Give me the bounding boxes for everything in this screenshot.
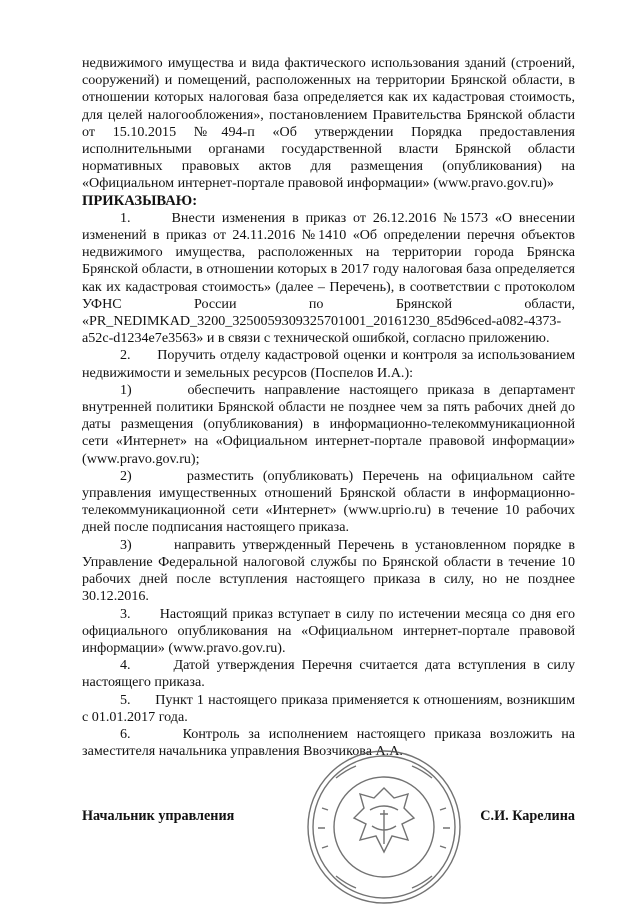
signature-name: С.И. Карелина [480,808,575,824]
signature-position: Начальник управления [82,808,235,824]
subitem-1: 1) обеспечить направление настоящего приказа в департамент внутренней политики Брянской области не позднее чем за пять рабочих дней до даты размещения (опубликования) в информационно-телекоммуникационной сети «Интернет» на «Официальном интернет-портале правовой информации» (www.pravo.gov.ru); [82,381,575,467]
document-body [82,55,575,760]
item-2: 2. Поручить отделу кадастровой оценки и контроля за использованием недвижимости и земельных ресурсов (Поспелов И.А.): [82,347,575,381]
item-3: 3. Настоящий приказ вступает в силу по истечении месяца со дня его официального опубликования на «Официальном интернет-портале правовой информации» (www.pravo.gov.ru). [82,605,575,656]
intro-paragraph: недвижимого имущества и вида фактического использования зданий (строений, сооружений) и помещений, расположенных на территории Брянской области, в отношении которых налоговая база определяется как их кадастровая стоимость, для целей налогообложения», постановлением Правительства Брянской области от 15.10.2015 №494-п «Об утверждении Порядка предоставления исполнительными органами государственной власти Брянской области нормативных правовых актов для размещения (опубликования) на «Официальном интернет-портале правовой информации» (www.pravo.gov.ru)» [82,55,575,192]
subitem-3: 3) направить утвержденный Перечень в установленном порядке в Управление Федеральной налоговой службы по Брянской области в течение 10 рабочих дней после вступления настоящего приказа в силу, но не позднее 30.12.2016. [82,536,575,605]
item-5: 5. Пункт 1 настоящего приказа применяется к отношениям, возникшим с 01.01.2017 года. [82,691,575,725]
item-4: 4. Датой утверждения Перечня считается дата вступления в силу настоящего приказа. [82,657,575,691]
item-1: 1. Внести изменения в приказ от 26.12.2016 №1573 «О внесении изменений в приказ от 24.11.2016 №1410 «Об определении перечня объектов недвижимого имущества, расположенных на территории города Брянска Брянской области, в отношении которых в 2017 году налоговая база определяется как их кадастровая стоимость» (далее – Перечень), в соответствии с протоколом УФНС России по Брянской области, «PR_NEDIMKAD_3200_3250059309325701001_20161230_85d96ced-a082-4373-a52c-d1234e7e3563» и в связи с технической ошибкой, согласно приложению. [82,209,575,347]
subitem-2: 2) разместить (опубликовать) Перечень на официальном сайте управления имущественных отношений Брянской области в информационно-телекоммуникационной сети «Интернет» (www.uprio.ru) в течение 10 рабочих дней после подписания настоящего приказа. [82,467,575,536]
order-heading: ПРИКАЗЫВАЮ: [82,192,198,209]
official-seal-icon [300,748,468,906]
item-6: 6. Контроль за исполнением настоящего приказа возложить на заместителя начальника управления Ввозчикова А.А. [82,725,575,760]
